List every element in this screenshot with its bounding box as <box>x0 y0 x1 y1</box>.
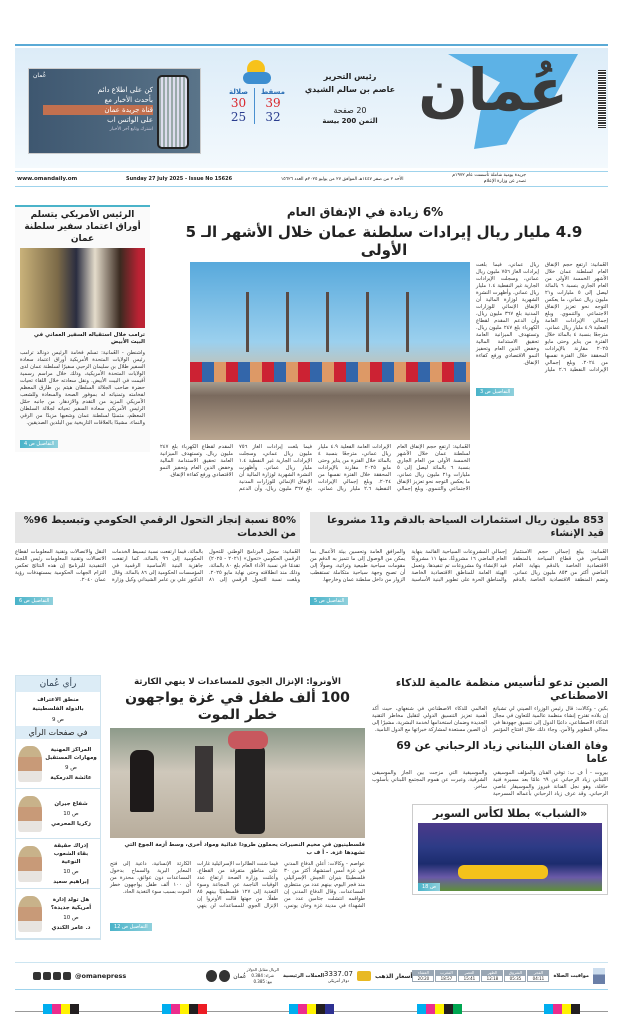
prayer-time-cell: المغرب 18:57 <box>435 970 457 982</box>
side-headline: أوراق اعتماد سفير سلطنة عمان <box>24 222 141 244</box>
editorial-title: منطق الاعتراف بالدولة الفلسطينية <box>32 697 84 712</box>
color-swatch <box>553 1004 562 1014</box>
rahbani-headline: وفاة الفنان اللبناني زياد الرحباني عن 69 عاما <box>396 740 608 766</box>
opinion-section-title: في صفحات الرأي <box>16 726 100 739</box>
dateline <box>15 171 608 187</box>
opinion-writer[interactable]: المراكز المهنية ومهارات المستقبل ص 9 عائشة الدرمكية <box>16 739 100 789</box>
color-swatch <box>289 1004 298 1014</box>
opinion-writer[interactable]: إدراك حقيقة بقاء الشعوب النوعية ص 10 إبراهيم سعيد <box>16 839 100 889</box>
apple-icon[interactable] <box>206 970 217 982</box>
color-swatch <box>198 1004 207 1014</box>
price: الثمن 200 بيسة <box>322 117 378 125</box>
whatsapp-icon[interactable] <box>43 972 51 980</box>
prayer-time-cell: العشاء 20:20 <box>412 970 434 982</box>
mosque-icon <box>593 968 605 984</box>
gaza-body: عواصم - وكالات: أعلن الدفاع المدني في غزة أمس استشهاد أكثر من ٣٠ فلسطينيًا بنيران الجيش الإسرائيلي منذ فجر اليوم، بينهم عدد من منتظري المساعدات. وقال الدفاع المدني إن طواقمه انتشلت جثامين عدد من الشهداء في مدينة غزة وخان يونس، فيما شنت الطائرات الإسرائيلية غارات على مناطق متفرقة من القطاع. وأعلنت وزارة الصحة ارتفاع عدد الوفيات الناجمة عن المجاعة وسوء التغذية إلى ١٢٧ فلسطينيًا بينهم ٨٥ طفلًا. من جهتها قالت الأونروا إن الإنزال الجوي للمساعدات لن ينهي الكارثة الإنسانية، داعية إلى فتح المعابر البرية والسماح بدخول المساعدات دون عوائق، محذرة من أن ١٠٠ ألف طفل يواجهون خطر الموت بسبب سوء التغذية الحاد. <box>110 860 365 909</box>
gaza-headline: 100 ألف طفل في غزة يواجهون خطر الموت <box>125 689 350 723</box>
china-ai-headline: الصين تدعو لتأسيس منظمة عالمية للذكاء الاصطناعي <box>395 677 608 703</box>
prayer-time-cell: الظهر 12:18 <box>481 970 503 982</box>
prayer-times-table <box>412 970 549 982</box>
whatsapp-ad-banner[interactable]: عُمان كن على اطلاع دائم بأحدث الأخبار مع قناة جريدة عمان على الواتس اب اشترك وتابع آخر الأخبار <box>28 68 201 154</box>
color-bar-group <box>43 1004 79 1016</box>
gaza-caption: فلسطينيون في مخيم النصيرات يحملون طرودا غذائية ومواد أخرى، وسط أزمة الجوع التي تشهدها غزة. - أ ف ب <box>124 841 365 856</box>
social-icons[interactable] <box>33 972 71 980</box>
color-swatch <box>571 1004 580 1014</box>
youtube-icon[interactable] <box>63 972 71 980</box>
color-swatch <box>189 1004 198 1014</box>
opinion-writer[interactable]: شفاع جيران ص 10 زكريا المحرمي <box>16 789 100 839</box>
masthead <box>15 48 608 168</box>
weather <box>227 58 287 124</box>
color-swatch <box>298 1004 307 1014</box>
logo: عُمان <box>418 56 568 124</box>
lead-kicker: 6% زيادة في الإنفاق العام <box>286 205 444 219</box>
page-count: 20 صفحة <box>333 106 367 115</box>
writer-portrait <box>18 796 42 832</box>
opinion-sidebar: رأي عُمان منطق الاعتراف بالدولة الفلسطينية ص 9 في صفحات الرأي المراكز المهنية ومهارات المستقبل ص 9 عائشة الدرمكية شفاع جيران ص 10 زكريا المحرمي إدراك حقيقة بقاء الشعوب النوعية ص 10 إبراهيم سعيد هل تولد إدارة أمريكية جديدة؟ ص 10 د. عامر الكندي <box>15 675 101 940</box>
digital-more-link[interactable]: التفاصيل ص 6 <box>15 597 53 605</box>
color-swatch <box>61 1004 70 1014</box>
color-swatch <box>316 1004 325 1014</box>
super-cup-more-link[interactable]: ص 18 <box>418 883 440 891</box>
sun-cloud-icon <box>227 58 287 88</box>
rahbani-body: بيروت - أ ف ب: توفي الفنان والمؤلف الموسيقي اللبناني زياد الرحباني عن ٦٩ عامًا بعد مسيرة فنية حافلة، وهو نجل الفنانة فيروز والموسيقار عاصي الرحباني. وقد عرف زياد الرحباني بأعماله المسرحية والموسيقية التي مزجت بين الجاز والموسيقى الشرقية، وعبرت عن هموم المجتمع اللبناني بأسلوب ساخر. <box>372 769 608 797</box>
side-body: واشنطن - العُمانية: تسلم فخامة الرئيس دونالد ترامب رئيس الولايات المتحدة الأمريكية أوراق اعتماد سعادة السفير طلال بن سليمان الرحبي سفيرًا لسلطنة عمان لدى الولايات المتحدة الأمريكية، وذلك خلال مراسم رسمية أقيمت في البيت الأبيض. ونقل سعادته خلال اللقاء تحيات حضرة صاحب الجلالة السلطان هيثم بن طارق المعظم لفخامته وتمنياته له بموفور الصحة والسعادة وللشعب الأمريكي المزيد من التقدم والازدهار. من جانبه حمّل الرئيس الأمريكي سعادة السفير تحياته لجلالة السلطان المعظم، متمنيًا لسلطنة عمان وشعبها مزيدًا من الرقي والنماء، مشيدًا بالعلاقات التاريخية بين البلدين الصديقين. <box>20 350 145 426</box>
writer-portrait <box>18 896 42 932</box>
gaza-kicker: الأونروا: الإنزال الجوي للمساعدات لا ينهي الكارثة <box>134 677 341 687</box>
color-swatch <box>52 1004 61 1014</box>
date-en: Sunday 27 July 2025 - Issue No 15626 <box>125 176 233 182</box>
port-cranes-photo <box>190 262 470 440</box>
color-swatch <box>417 1004 426 1014</box>
footer: مواقيت الصلاة الفجر 04:11 الشروق 05:35 الظهر 12:18 العصر 15:41 المغرب 18:57 العشاء 20:20 أسعار الذهب 3337.07 دولار أمريكي العملات الرئيسية الريال مقابل الدولار شراء: 0.384 بيع: 0.385 عُمان @omanepress <box>15 962 608 990</box>
app-store-icons[interactable] <box>206 970 230 982</box>
phone-image <box>157 75 189 149</box>
color-swatch <box>70 1004 79 1014</box>
website-link[interactable]: www.omandaily.om <box>17 176 78 182</box>
top-rule <box>15 44 608 46</box>
gold-bars-icon <box>357 971 371 981</box>
color-registration-marks <box>15 1004 608 1016</box>
duqm-story: 853 مليون ريال استثمارات السياحة بالدقم و11 مشروعا قيد الإنشاء العُمانية: يبلغ إجمالي حجم الاستثمار السياحي في قطاع السياحة بالمنطقة الاقتصادية الخاصة بالدقم بنهاية العام الماضي أكثر من ٨٥٣ مليون ريال عماني. وتضم المنطقة الاقتصادية الخاصة بالدقم إجمالي المشروعات السياحية القائمة بنهاية العام الماضي ١٦ مشروعًا، منها ١١ مشروعًا قيد الإنشاء و٥ مشروعات تم تنفيذها. وتعمل الهيئة العامة للمناطق الاقتصادية الخاصة والمناطق الحرة على تطوير البنية الأساسية والمرافق العامة وتحسين بيئة الأعمال بما يمكن من الوصول إلى ما تتميز به الدقم من مقومات سياحية طبيعية وتراثية، وصولًا إلى أن تصبح وجهة سياحية متكاملة تستقطب الزوار من داخل سلطنة عمان وخارجها. التفاصيل ص 5 <box>310 512 608 606</box>
color-swatch <box>444 1004 453 1014</box>
publisher: جريدة يومية شاملة تأسست عام ١٩٧٢م تصدر عن وزارة الإعلام <box>452 173 526 184</box>
opinion-logo: رأي عُمان <box>16 676 100 692</box>
super-cup-story: «الشباب» بطلا لكأس السوبر ص 18 <box>412 804 608 896</box>
prayer-time-cell: الفجر 04:11 <box>527 970 549 982</box>
color-bar-group <box>162 1004 207 1016</box>
opinion-writer[interactable]: هل تولد إدارة أمريكية جديدة؟ ص 10 د. عامر الكندي <box>16 889 100 939</box>
color-swatch <box>171 1004 180 1014</box>
color-swatch <box>43 1004 52 1014</box>
prayer-time-cell: الشروق 05:35 <box>504 970 526 982</box>
color-swatch <box>435 1004 444 1014</box>
side-story <box>15 205 150 452</box>
gaza-photo <box>110 728 365 838</box>
color-bar-group <box>417 1004 462 1016</box>
digital-transformation-story: 80% نسبة إنجاز التحول الرقمي الحكومي وتبسيط 96% من الخدمات العُمانية: سجل البرنامج الوطني للتحول الرقمي الحكومي «تحول» (٢٠٢١ - ٢٠٢٥) تقدمًا في نسبة الأداء العام بلغ ٨٠ بالمائة، وذلك منذ انطلاقته وحتى نهاية مايو ٢٠٢٥. وبلغت نسبة التحول الرقمي إلى ٨١ بالمائة، فيما ارتفعت نسبة تبسيط الخدمات الحكومية إلى ٩٦ بالمائة، كما ارتفعت جاهزية البنية الأساسية الرقمية في المؤسسات الحكومية إلى ٨٦ بالمائة. وقال الدكتور علي بن عامر الشيذاني وكيل وزارة النقل والاتصالات وتقنية المعلومات لقطاع الاتصالات وتقنية المعلومات رئيس اللجنة التنفيذية للبرنامج إن هذه النتائج تعكس التزام الجهات الحكومية بمستهدفات رؤية عمان ٢٠٤٠. التفاصيل ص 6 <box>15 512 300 606</box>
facebook-icon[interactable] <box>33 972 41 980</box>
side-caption: ترامب خلال استقباله السفير العماني في البيت الأبيض <box>33 332 145 345</box>
color-swatch <box>180 1004 189 1014</box>
china-ai-body: بكين - وكالات: قال رئيس الوزراء الصيني لي تشيانغ إن بلاده تقترح إنشاء منظمة عالمية للتعاون في مجال الذكاء الاصطناعي، داعيًا الدول إلى تنسيق جهودها في مجالي التطوير والأمن. وجاء ذلك خلال افتتاح المؤتمر العالمي للذكاء الاصطناعي في شنغهاي، حيث أكد أهمية تعزيز التنسيق الدولي لتقليل مخاطر التقنية الجديدة وضمان استخدامها لخدمة البشرية، مشيرًا إلى أن الصين مستعدة لمشاركة خبراتها مع الدول النامية. <box>372 706 608 734</box>
android-icon[interactable] <box>219 970 230 982</box>
color-swatch <box>562 1004 571 1014</box>
duqm-more-link[interactable]: التفاصيل ص 5 <box>310 597 348 605</box>
lead-body-continued: العُمانية: ارتفع حجم الإنفاق العام لسلطنة عمان خلال الأشهر الخمسة الأولى من العام الجاري بنسبة ٦ بالمائة ليصل إلى ٥ مليارات و٢١ مليون ريال عماني، ما يعكس التوجه نحو تعزيز الإنفاق الاجتماعي والتنموي. وبلغ إجمالي الإيرادات العامة الفعلية ٤.٩ مليار ريال عماني، مترجعًا بنسبة ٤ بالمائة خلال الفترة من يناير وحتى مايو ٢٠٢٥ مقارنة بالإيرادات المحققة خلال الفترة نفسها من ٢٠٢٤. وبلغ إجمالي الإيرادات النفطية ٢.٦ مليار ريال عماني، فيما بلغت إيرادات الغاز ٧٥٦ مليون ريال عماني، وسجلت الإيرادات الجارية غير النفطية ١.٤ مليار ريال عماني. وأظهرت النشرة الشهرية لوزارة المالية أن الإنفاق الإنمائي للوزارات المدنية بلغ ٣٦٧ مليون ريال، وأن الدعم المقدم لقطاع الكهرباء بلغ ٢٤٧ مليون ريال. وتستهدف الميزانية العامة تحقيق الاستدامة المالية وخفض الدين العام وتحفيز النمو الاقتصادي ورفع كفاءة الإنفاق. <box>160 444 470 492</box>
white-house-photo <box>20 248 145 328</box>
editor-title: رئيس التحرير <box>323 72 377 81</box>
barcode <box>598 70 606 128</box>
side-headline: الرئيس الأمريكي يتسلم <box>30 210 135 220</box>
weather-city: مسقط 39 32 <box>260 88 285 124</box>
lead-headline: 4.9 مليار ريال إيرادات سلطنة عمان خلال الأشهر الـ 5 الأولى <box>185 223 583 259</box>
gaza-story <box>110 677 365 932</box>
lead-more-link[interactable]: التفاصيل ص 3 <box>476 388 514 396</box>
color-swatch <box>307 1004 316 1014</box>
right-column <box>372 677 608 895</box>
weather-city: صلالة 30 25 <box>229 88 248 124</box>
color-bar-group <box>544 1004 580 1016</box>
color-swatch <box>325 1004 334 1014</box>
lead-body: العُمانية: ارتفع حجم الإنفاق العام لسلطنة عمان خلال الأشهر الخمسة الأولى من العام الجاري بنسبة ٦ بالمائة ليصل إلى ٥ مليارات و٢١ مليون ريال عماني، ما يعكس التوجه نحو تعزيز الإنفاق الاجتماعي والتنموي. وبلغ إجمالي الإيرادات العامة الفعلية ٤.٩ مليار ريال عماني، مترجعًا بنسبة ٤ بالمائة خلال الفترة من يناير وحتى مايو ٢٠٢٥ مقارنة بالإيرادات المحققة خلال الفترة نفسها من ٢٠٢٤. وبلغ إجمالي الإيرادات النفطية ٢.٦ مليار ريال عماني، فيما بلغت إيرادات الغاز ٧٥٦ مليون ريال عماني، وسجلت الإيرادات الجارية غير النفطية ١.٤ مليار ريال عماني. وأظهرت النشرة الشهرية لوزارة المالية أن الإنفاق الإنمائي للوزارات المدنية بلغ ٣٦٧ مليون ريال، وأن الدعم المقدم لقطاع الكهرباء بلغ ٢٤٧ مليون ريال. وتستهدف الميزانية العامة تحقيق الاستدامة المالية وخفض الدين العام وتحفيز النمو الاقتصادي ورفع كفاءة الإنفاق. <box>476 262 609 373</box>
instagram-icon[interactable] <box>53 972 61 980</box>
color-swatch <box>426 1004 435 1014</box>
editor-name: عاصم بن سالم الشيدي <box>304 85 396 94</box>
social-handle[interactable]: @omanepress <box>75 972 127 980</box>
writer-portrait <box>18 746 42 782</box>
gaza-more-link[interactable]: التفاصيل ص 12 <box>110 923 152 931</box>
color-swatch <box>544 1004 553 1014</box>
prayer-time-cell: العصر 15:41 <box>458 970 480 982</box>
color-swatch <box>162 1004 171 1014</box>
color-bar-group <box>289 1004 334 1016</box>
team-photo <box>418 823 602 891</box>
writer-portrait <box>18 846 42 882</box>
side-more-link[interactable]: التفاصيل ص 4 <box>20 440 58 448</box>
date-ar: الأحد ٢ من صفر ١٤٤٧هـ الموافق ٢٧ من يوليو ٢٠٢٥م العدد ١٥٦٢٦ <box>280 176 404 182</box>
color-swatch <box>453 1004 462 1014</box>
